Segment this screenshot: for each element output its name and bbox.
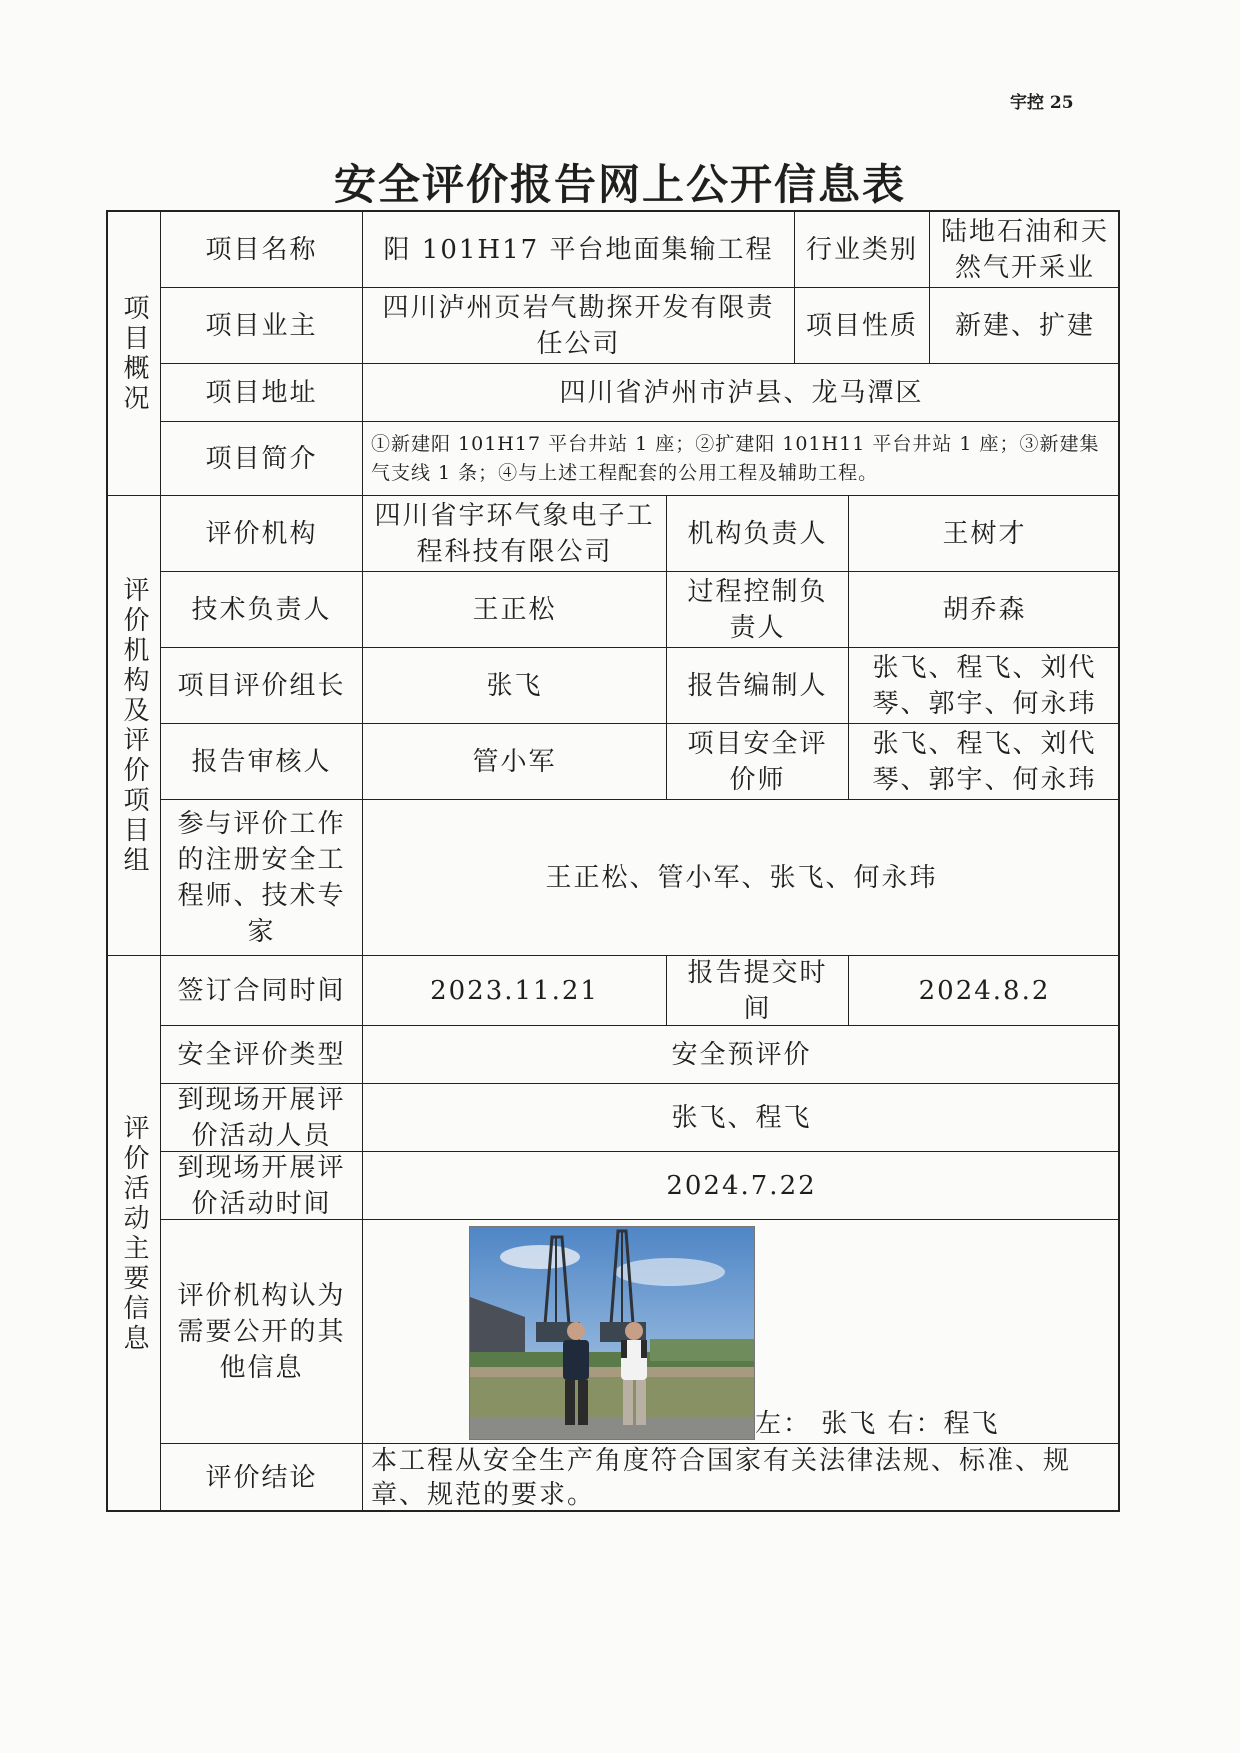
value-industry: 陆地石油和天然气开采业: [930, 212, 1120, 288]
section-activity: 评价活动主要信息: [108, 956, 161, 1512]
label-project-brief: 项目简介: [161, 422, 363, 496]
value-site-date: 2024.7.22: [363, 1152, 1120, 1220]
site-photo: [469, 1226, 755, 1440]
label-site-staff: 到现场开展评价活动人员: [161, 1084, 363, 1152]
label-report-compiler: 报告编制人: [667, 648, 849, 724]
label-project-owner: 项目业主: [161, 288, 363, 364]
value-site-staff: 张飞、程飞: [363, 1084, 1120, 1152]
value-engineers: 王正松、管小军、张飞、何永玮: [363, 800, 1120, 956]
label-site-date: 到现场开展评价活动时间: [161, 1152, 363, 1220]
value-report-compiler: 张飞、程飞、刘代琴、郭宇、何永玮: [849, 648, 1120, 724]
document-number: 宇控 25: [1010, 93, 1074, 113]
label-agency-head: 机构负责人: [667, 496, 849, 572]
section-agency: 评价机构及评价项目组: [108, 496, 161, 956]
label-agency: 评价机构: [161, 496, 363, 572]
label-safety-assessor: 项目安全评价师: [667, 724, 849, 800]
value-process-lead: 胡乔森: [849, 572, 1120, 648]
value-project-address: 四川省泸州市泸县、龙马潭区: [363, 364, 1120, 422]
value-conclusion: 本工程从安全生产角度符合国家有关法律法规、标准、规章、规范的要求。: [371, 1446, 1072, 1510]
document-title: 安全评价报告网上公开信息表: [333, 160, 906, 209]
label-team-leader: 项目评价组长: [161, 648, 363, 724]
value-project-name: 阳 101H17 平台地面集输工程: [363, 212, 795, 288]
label-other-info: 评价机构认为需要公开的其他信息: [161, 1220, 363, 1444]
section-overview: 项目概况: [108, 212, 161, 496]
photo-caption: 左： 张飞 右：程飞: [755, 1409, 1000, 1439]
value-contract-date: 2023.11.21: [363, 956, 667, 1026]
label-process-lead: 过程控制负责人: [667, 572, 849, 648]
label-project-address: 项目地址: [161, 364, 363, 422]
value-submit-date: 2024.8.2: [849, 956, 1120, 1026]
label-project-name: 项目名称: [161, 212, 363, 288]
value-report-reviewer: 管小军: [363, 724, 667, 800]
value-tech-lead: 王正松: [363, 572, 667, 648]
info-table: [106, 210, 1120, 1512]
value-assessment-type: 安全预评价: [363, 1026, 1120, 1084]
value-project-owner: 四川泸州页岩气勘探开发有限责任公司: [363, 288, 795, 364]
label-assessment-type: 安全评价类型: [161, 1026, 363, 1084]
label-tech-lead: 技术负责人: [161, 572, 363, 648]
label-contract-date: 签订合同时间: [161, 956, 363, 1026]
label-report-reviewer: 报告审核人: [161, 724, 363, 800]
value-project-brief: ①新建阳 101H17 平台井站 1 座；②扩建阳 101H11 平台井站 1 座；③新建集气支线 1 条；④与上述工程配套的公用工程及辅助工程。: [363, 422, 1120, 496]
value-agency-head: 王树才: [849, 496, 1120, 572]
value-other-info: [363, 1220, 1120, 1444]
label-engineers: 参与评价工作的注册安全工程师、技术专家: [161, 800, 363, 956]
label-submit-date: 报告提交时间: [667, 956, 849, 1026]
value-safety-assessor: 张飞、程飞、刘代琴、郭宇、何永玮: [849, 724, 1120, 800]
value-team-leader: 张飞: [363, 648, 667, 724]
label-conclusion: 评价结论: [161, 1444, 363, 1512]
value-project-nature: 新建、扩建: [930, 288, 1120, 364]
label-industry: 行业类别: [795, 212, 930, 288]
value-agency: 四川省宇环气象电子工程科技有限公司: [363, 496, 667, 572]
label-project-nature: 项目性质: [795, 288, 930, 364]
